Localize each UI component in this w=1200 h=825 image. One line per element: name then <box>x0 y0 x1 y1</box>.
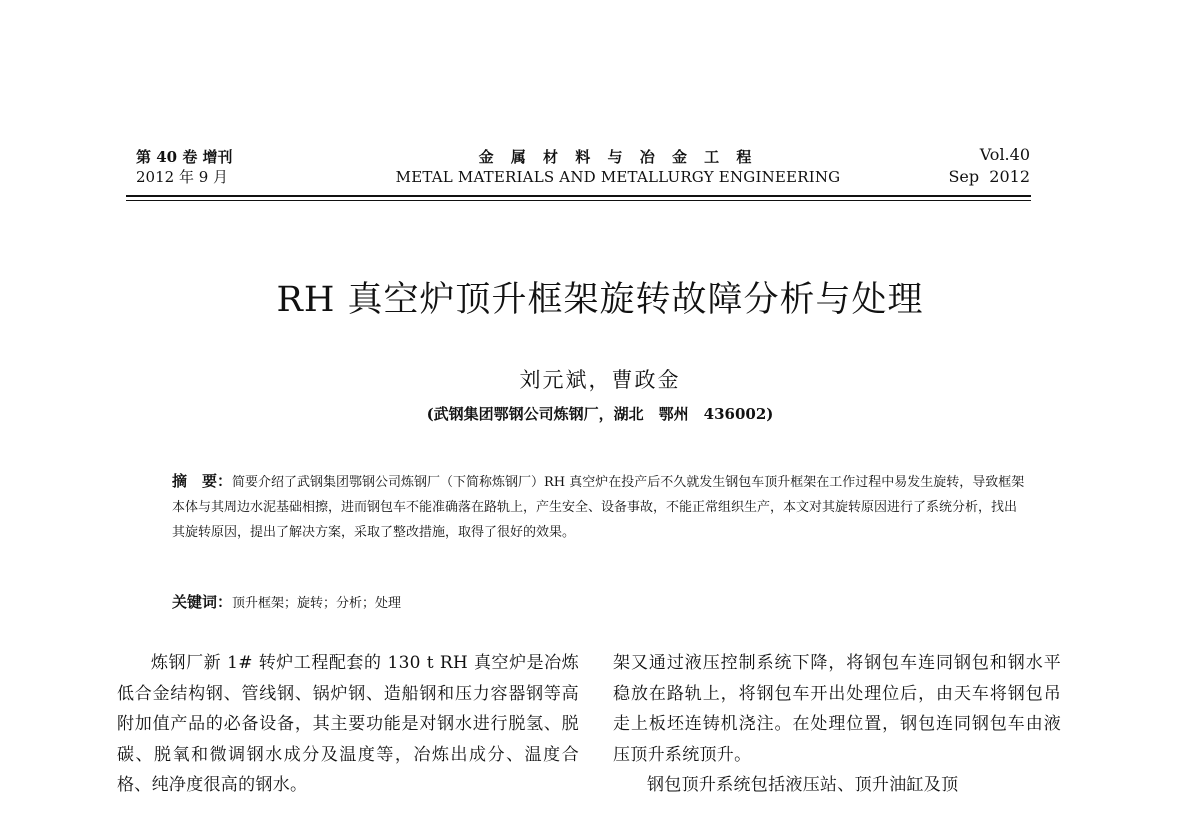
body-paragraph: 炼钢厂新 1# 转炉工程配套的 130 t RH 真空炉是冶炼低合金结构钢、管线钢、锅炉钢、造船钢和压力容器钢等高附加值产品的必备设备，其主要功能是对钢水进行脱氢、脱碳、脱氧和微调钢水成分及温度等，冶炼出成分、温度合格、纯净度很高的钢水。 <box>117 653 579 795</box>
keywords-label: 关键词： <box>172 593 233 611</box>
article-title: RH 真空炉顶升框架旋转故障分析与处理 <box>276 280 924 320</box>
journal-title-en: METAL MATERIALS AND METALLURGY ENGINEERING <box>395 168 841 186</box>
running-header-center <box>300 147 936 187</box>
date-en: Sep 2012 <box>948 167 1030 186</box>
abstract-text: 简要介绍了武钢集团鄂钢公司炼钢厂（下简称炼钢厂）RH 真空炉在投产后不久就发生钢包车顶升框架在工作过程中易发生旋转，导致框架本体与其周边水泥基础相擦，进而钢包车不能准确落在路轨上，产生安全、设备事故，不能正常组织生产，本文对其旋转原因进行了系统分析，找出其旋转原因，提出了解决方案，采取了整改措施，取得了很好的效果。 <box>172 475 1025 540</box>
journal-title-cn: 金 属 材 料 与 冶 金 工 程 <box>478 148 758 166</box>
running-header-right <box>900 144 1030 188</box>
author-affiliation: (武钢集团鄂钢公司炼钢厂，湖北 鄂州 436002) <box>426 405 774 423</box>
abstract-label: 摘 要： <box>172 472 233 490</box>
keywords-text: 顶升框架；旋转；分析；处理 <box>232 596 402 611</box>
body-column-left <box>117 648 579 801</box>
keywords <box>172 590 1027 616</box>
volume-en: Vol.40 <box>979 145 1030 164</box>
body-paragraph: 钢包顶升系统包括液压站、顶升油缸及顶 <box>647 775 959 795</box>
running-header-left <box>136 147 233 187</box>
volume-issue-cn: 第 40 卷 增刊 <box>136 148 233 166</box>
header-rule-thick <box>126 195 1031 197</box>
header-rule-thin <box>126 200 1031 201</box>
body-paragraph: 架又通过液压控制系统下降，将钢包车连同钢包和钢水平稳放在路轨上，将钢包车开出处理位后，由天车将钢包吊走上板坯连铸机浇注。在处理位置，钢包连同钢包车由液压顶升系统顶升。 <box>613 653 1061 765</box>
article-authors: 刘元斌，曹政金 <box>519 368 681 392</box>
abstract <box>172 469 1027 545</box>
date-cn: 2012 年 9 月 <box>136 168 229 186</box>
body-column-right <box>613 648 1061 801</box>
